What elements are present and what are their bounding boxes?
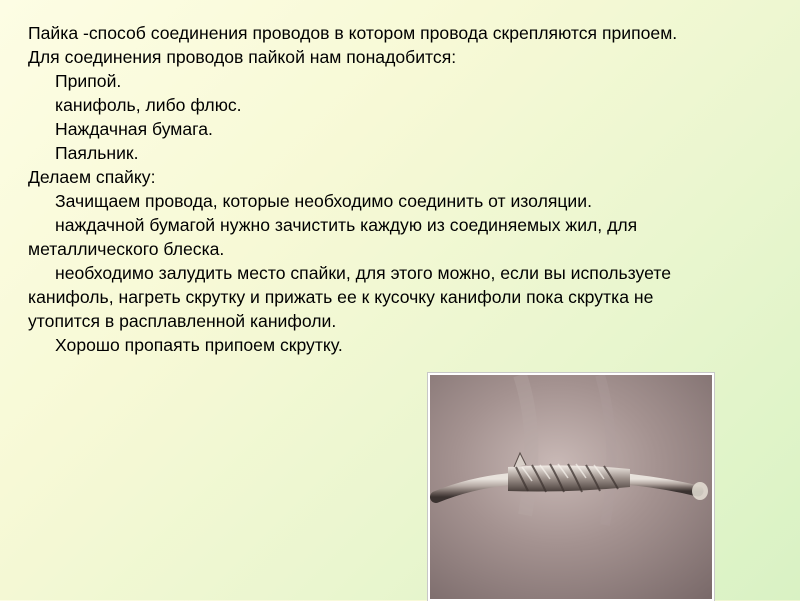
- step-text: необходимо залудить место спайки, для этого можно, если вы используете канифоль, нагреть скрутку и прижать ее к кусочку канифоли пока скрутка не утопится в расплавленной канифоли.: [28, 263, 671, 331]
- step-item: [28, 189, 768, 213]
- twisted-wire-image: [430, 375, 712, 599]
- step-item: [28, 261, 718, 333]
- material-item: Наждачная бумага.: [55, 119, 213, 139]
- material-item: Припой.: [55, 71, 122, 91]
- slide-text: [28, 21, 768, 357]
- material-item: канифоль, либо флюс.: [55, 95, 242, 115]
- step-item: [28, 213, 768, 261]
- step-text: наждачной бумагой нужно зачистить каждую из соединяемых жил, для металлического блеска.: [28, 215, 638, 259]
- materials-heading: Для соединения проводов пайкой нам понадобится:: [28, 47, 457, 67]
- definition-paragraph: Пайка -способ соединения проводов в котором провода скрепляются припоем.: [28, 23, 678, 43]
- material-item: Паяльник.: [55, 143, 139, 163]
- step-text: Зачищаем провода, которые необходимо соединить от изоляции.: [55, 191, 592, 211]
- steps-heading: Делаем спайку:: [28, 167, 156, 187]
- twisted-wire-photo: [428, 373, 714, 601]
- step-item: [28, 333, 768, 357]
- step-text: Хорошо пропаять припоем скрутку.: [55, 335, 343, 355]
